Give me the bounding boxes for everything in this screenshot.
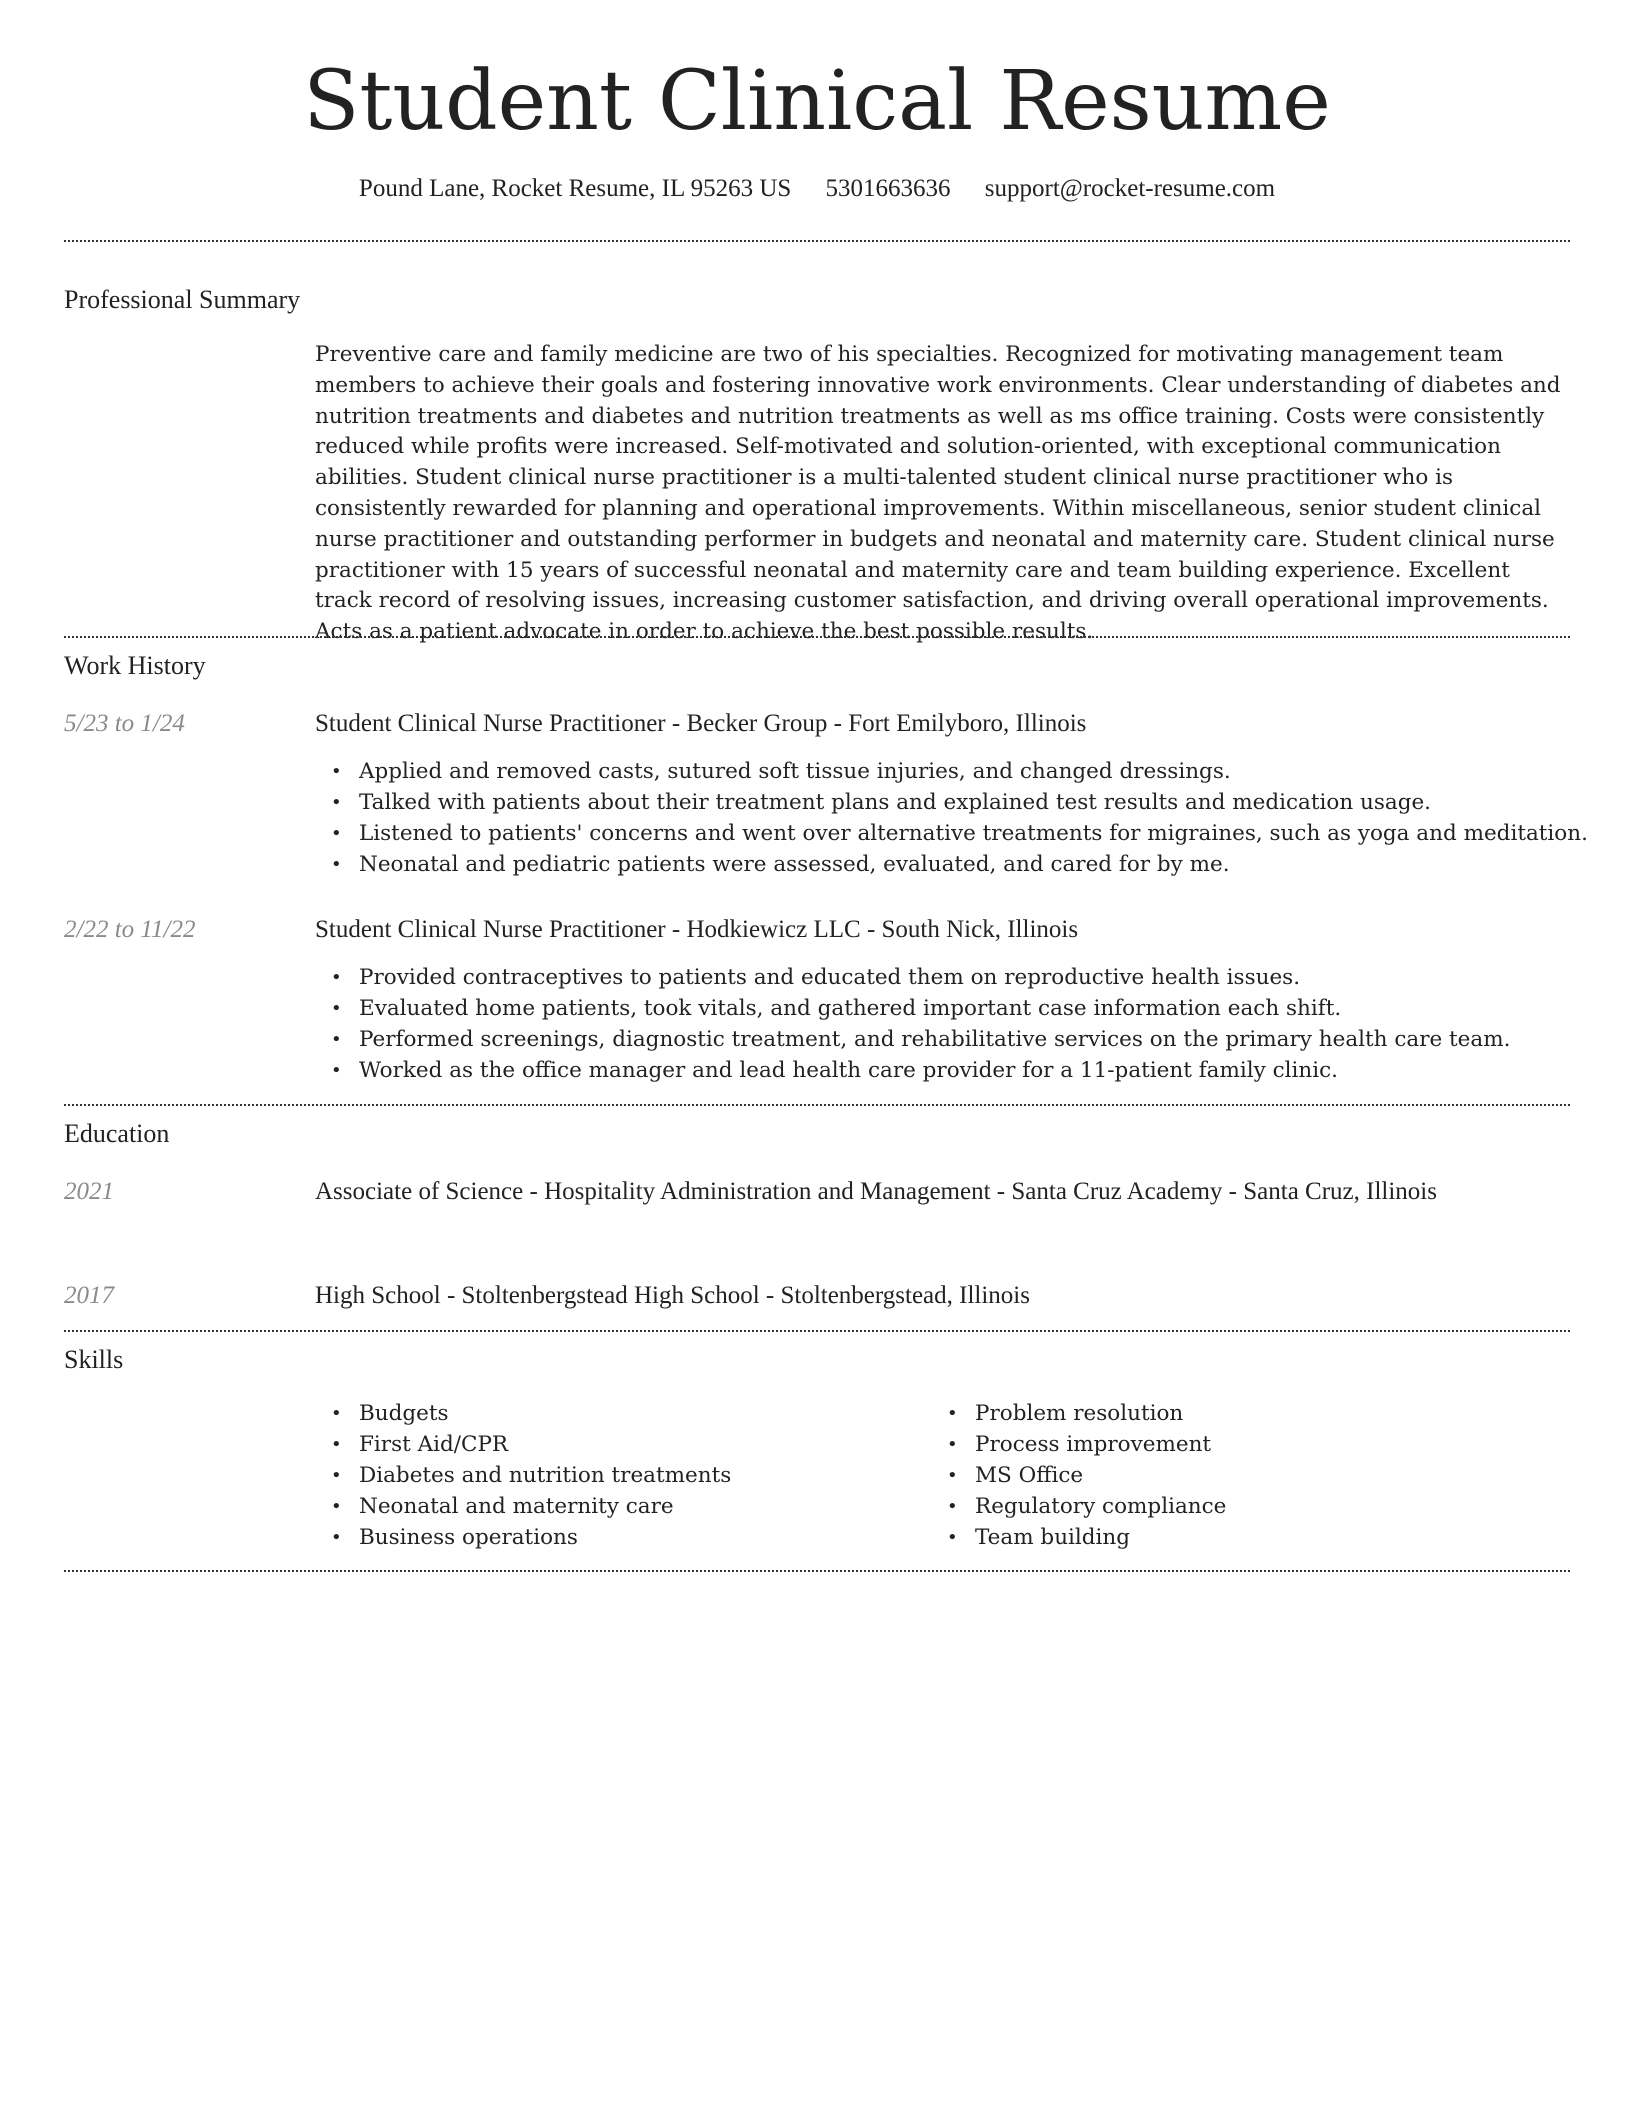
education-school-location: - Stoltenbergstead High School - Stoltenbergstead, Illinois — [440, 1282, 1030, 1309]
job-heading — [315, 912, 1570, 947]
skill-item: • Budgets — [359, 1398, 1614, 1429]
education-year: 2021 — [64, 1178, 114, 1205]
list-item: • Listened to patients' concerns and went over alternative treatments for migraines, such as yoga and meditation. — [359, 818, 1614, 849]
job-bullets — [315, 756, 1614, 880]
section-title-work: Work History — [64, 651, 206, 680]
job-employer-location: - Becker Group - Fort Emilyboro, Illinois — [665, 710, 1087, 737]
job-dates: 2/22 to 11/22 — [64, 916, 196, 943]
divider — [64, 1330, 1570, 1332]
resume-name: Student Clinical Resume — [303, 54, 1331, 149]
education-degree: High School — [315, 1282, 441, 1309]
skill-item: • Regulatory compliance — [975, 1491, 1632, 1522]
summary-text: Preventive care and family medicine are two of his specialties. Recognized for motivating management team members to achieve their goals and fostering innovative work environments. Clear understanding of diabetes and nutrition treatments and diabetes and nutrition treatments as well as ms office training. Costs were consistently reduced while profits were increased. Self-motivated and solution-oriented, with exceptional communication abilities. Student clinical nurse practitioner is a multi-talented student clinical nurse practitioner who is consistently rewarded for planning and operational improvements. Within miscellaneous, senior student clinical nurse practitioner and outstanding performer in budgets and neonatal and maternity care. Student clinical nurse practitioner with 15 years of successful neonatal and maternity care and team building experience. Excellent track record of resolving issues, increasing customer satisfaction, and driving overall operational improvements. Acts as a patient advocate in order to achieve the best possible results. — [315, 342, 1561, 645]
education-degree: Associate of Science - Hospitality Administration and Management — [315, 1178, 991, 1205]
list-item: • Neonatal and pediatric patients were assessed, evaluated, and cared for by me. — [359, 849, 1614, 880]
contact-email[interactable]: support@rocket-resume.com — [984, 175, 1276, 202]
education-heading — [315, 1174, 1570, 1209]
skill-item: • Business operations — [359, 1522, 1614, 1553]
education-school-location: - Santa Cruz Academy - Santa Cruz, Illinois — [990, 1178, 1437, 1205]
list-item: • Talked with patients about their treatment plans and explained test results and medication usage. — [359, 787, 1614, 818]
skills-list-right — [931, 1398, 1632, 1553]
education-heading — [315, 1278, 1570, 1313]
contact-address: Pound Lane, Rocket Resume, IL 95263 US — [358, 175, 792, 202]
job-dates: 5/23 to 1/24 — [64, 710, 185, 737]
contact-line — [64, 170, 1570, 208]
list-item: • Provided contraceptives to patients and educated them on reproductive health issues. — [359, 962, 1614, 993]
job-title: Student Clinical Nurse Practitioner — [315, 916, 666, 943]
skill-item: • Neonatal and maternity care — [359, 1491, 1614, 1522]
job-title: Student Clinical Nurse Practitioner — [315, 710, 666, 737]
skill-item: • First Aid/CPR — [359, 1429, 1614, 1460]
list-item: • Applied and removed casts, sutured soft tissue injuries, and changed dressings. — [359, 756, 1614, 787]
divider — [64, 240, 1570, 242]
skill-item: • MS Office — [975, 1460, 1632, 1491]
section-title-summary: Professional Summary — [64, 285, 301, 314]
job-heading — [315, 706, 1570, 741]
skill-item: • Diabetes and nutrition treatments — [359, 1460, 1614, 1491]
job-employer-location: - Hodkiewicz LLC - South Nick, Illinois — [665, 916, 1079, 943]
list-item: • Worked as the office manager and lead health care provider for a 11-patient family clinic. — [359, 1055, 1614, 1086]
list-item: • Evaluated home patients, took vitals, and gathered important case information each shift. — [359, 993, 1614, 1024]
job-bullets — [315, 962, 1614, 1086]
divider — [64, 1570, 1570, 1572]
skill-item: • Team building — [975, 1522, 1632, 1553]
section-title-skills: Skills — [64, 1345, 124, 1374]
list-item: • Performed screenings, diagnostic treatment, and rehabilitative services on the primary health care team. — [359, 1024, 1614, 1055]
education-year: 2017 — [64, 1282, 114, 1309]
skill-item: • Problem resolution — [975, 1398, 1632, 1429]
contact-phone: 5301663636 — [825, 175, 951, 202]
section-title-education: Education — [64, 1119, 170, 1148]
skill-item: • Process improvement — [975, 1429, 1632, 1460]
divider — [64, 1104, 1570, 1106]
divider — [64, 636, 1570, 638]
